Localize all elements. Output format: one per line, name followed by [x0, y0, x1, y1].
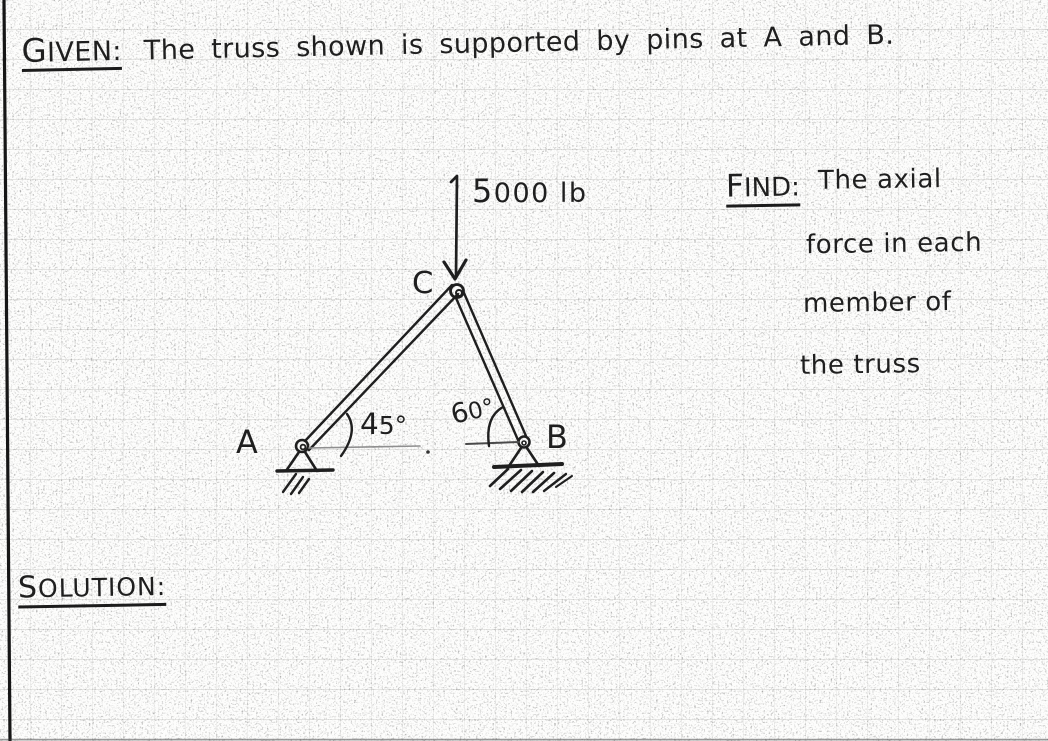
find-line: force in each	[805, 227, 983, 261]
joint-label-c: C	[412, 266, 434, 301]
load-arrow	[444, 176, 466, 279]
given-label: GIVEN:	[21, 32, 122, 72]
baseline-b	[466, 442, 519, 444]
pin-b	[519, 437, 530, 448]
find-line: member of	[802, 286, 952, 320]
load-label: 5000 lb	[472, 172, 588, 210]
solution-label: SOLUTION:	[18, 570, 189, 608]
baseline-a	[309, 446, 420, 448]
stray-dot	[426, 450, 430, 454]
find-line: The axial	[817, 164, 942, 196]
support-a	[277, 452, 333, 471]
angle-label-60: 60°	[447, 394, 498, 431]
find-line: the truss	[799, 349, 921, 381]
pin-c	[451, 285, 464, 298]
find-label: FIND:	[726, 169, 800, 207]
joint-label-a: A	[236, 423, 258, 461]
angle-label-45: 45°	[360, 407, 408, 441]
joint-label-b: B	[546, 418, 568, 456]
given-text: The truss shown is supported by pins at A and B.	[143, 19, 895, 67]
pin-a	[296, 440, 308, 452]
page-left-edge-line	[4, 0, 10, 741]
angle-arc-45	[341, 414, 352, 456]
ground-hatching-b	[490, 469, 572, 492]
ground-hatching-a	[283, 474, 309, 494]
